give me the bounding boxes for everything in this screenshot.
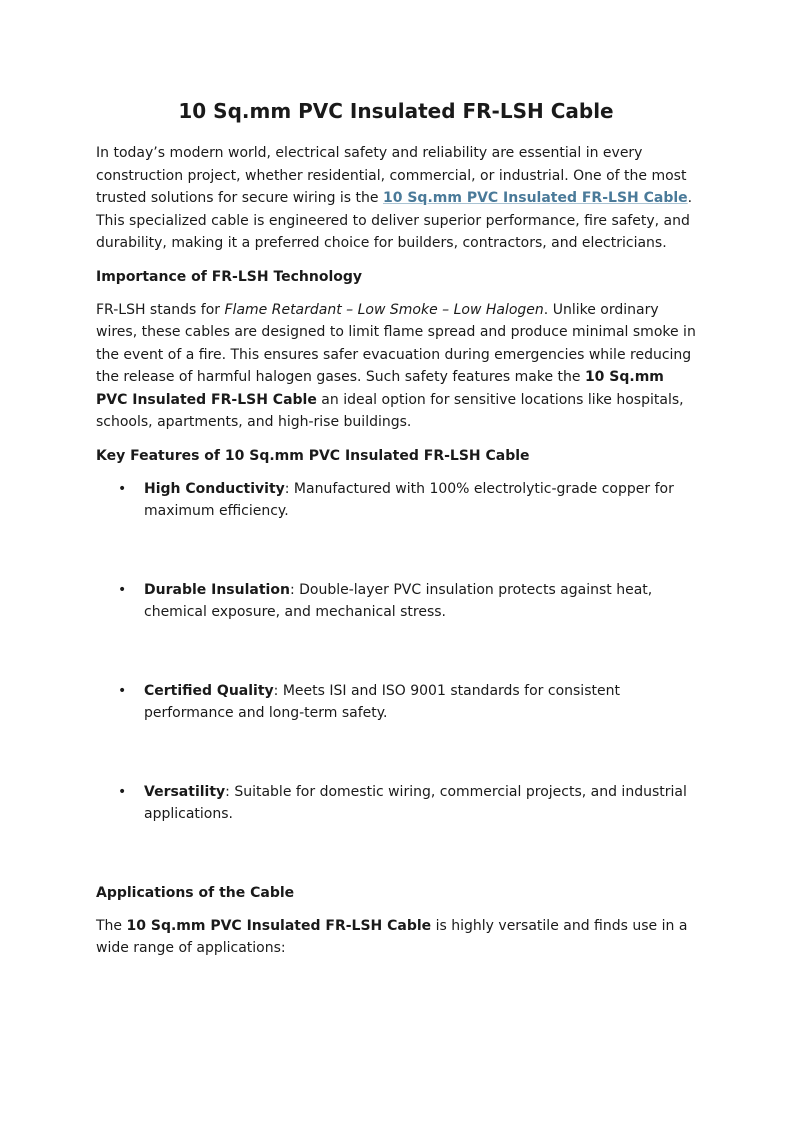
applications-text-start: The [96,917,127,934]
list-item [96,781,696,826]
importance-paragraph [96,299,696,434]
applications-bold: 10 Sq.mm PVC Insulated FR-LSH Cable [126,917,432,934]
features-heading: Key Features of 10 Sq.mm PVC Insulated FR-LSH Cable [96,447,530,464]
cable-product-link[interactable]: 10 Sq.mm PVC Insulated FR-LSH Cable [382,190,688,206]
feature-term: Versatility [144,783,226,800]
feature-term: High Conductivity [144,480,285,497]
importance-text-start: FR-LSH stands for [96,301,225,318]
bullet-icon: • [118,783,127,800]
list-item [96,680,696,725]
feature-desc: : Double-layer PVC insulation protects against heat, chemical exposure, and mechanical stress. [144,581,653,620]
intro-paragraph [96,142,696,255]
bullet-icon: • [118,581,127,598]
applications-text-end: is highly versatile and finds use in a wide range of applications: [96,917,688,956]
feature-desc: : Suitable for domestic wiring, commercial projects, and industrial applications. [144,783,687,822]
importance-bold: 10 Sq.mm PVC Insulated FR-LSH Cable [96,369,664,408]
features-list [96,478,696,826]
importance-text-middle: . Unlike ordinary wires, these cables are designed to limit flame spread and produce minimal smoke in the event of a fire. This ensures safer evacuation during emergencies while reducing the release of harmful halogen gases. Such safety features make the [96,301,696,385]
feature-desc: : Manufactured with 100% electrolytic-grade copper for maximum efficiency. [144,480,674,519]
list-item [96,579,696,624]
feature-term: Certified Quality [144,682,274,699]
importance-text-end: an ideal option for sensitive locations like hospitals, schools, apartments, and high-rise buildings. [96,391,684,430]
intro-text-start: In today’s modern world, electrical safety and reliability are essential in every construction project, whether residential, commercial, or industrial. One of the most trusted solutions for secure wiring is the [96,145,687,206]
bullet-icon: • [118,480,127,497]
importance-italic: Flame Retardant – Low Smoke – Low Halogen [224,301,544,318]
bullet-icon: • [118,682,127,699]
page-title: 10 Sq.mm PVC Insulated FR-LSH Cable [178,99,614,123]
applications-paragraph [96,915,696,960]
importance-heading: Importance of FR-LSH Technology [96,268,363,285]
list-item [96,478,696,523]
applications-heading: Applications of the Cable [96,884,295,901]
intro-text-end: . This specialized cable is engineered to deliver superior performance, fire safety, and durability, making it a preferred choice for builders, contractors, and electricians. [96,190,693,251]
feature-desc: : Meets ISI and ISO 9001 standards for consistent performance and long-term safety. [144,682,620,721]
document-page [96,96,696,971]
feature-term: Durable Insulation [144,581,290,598]
